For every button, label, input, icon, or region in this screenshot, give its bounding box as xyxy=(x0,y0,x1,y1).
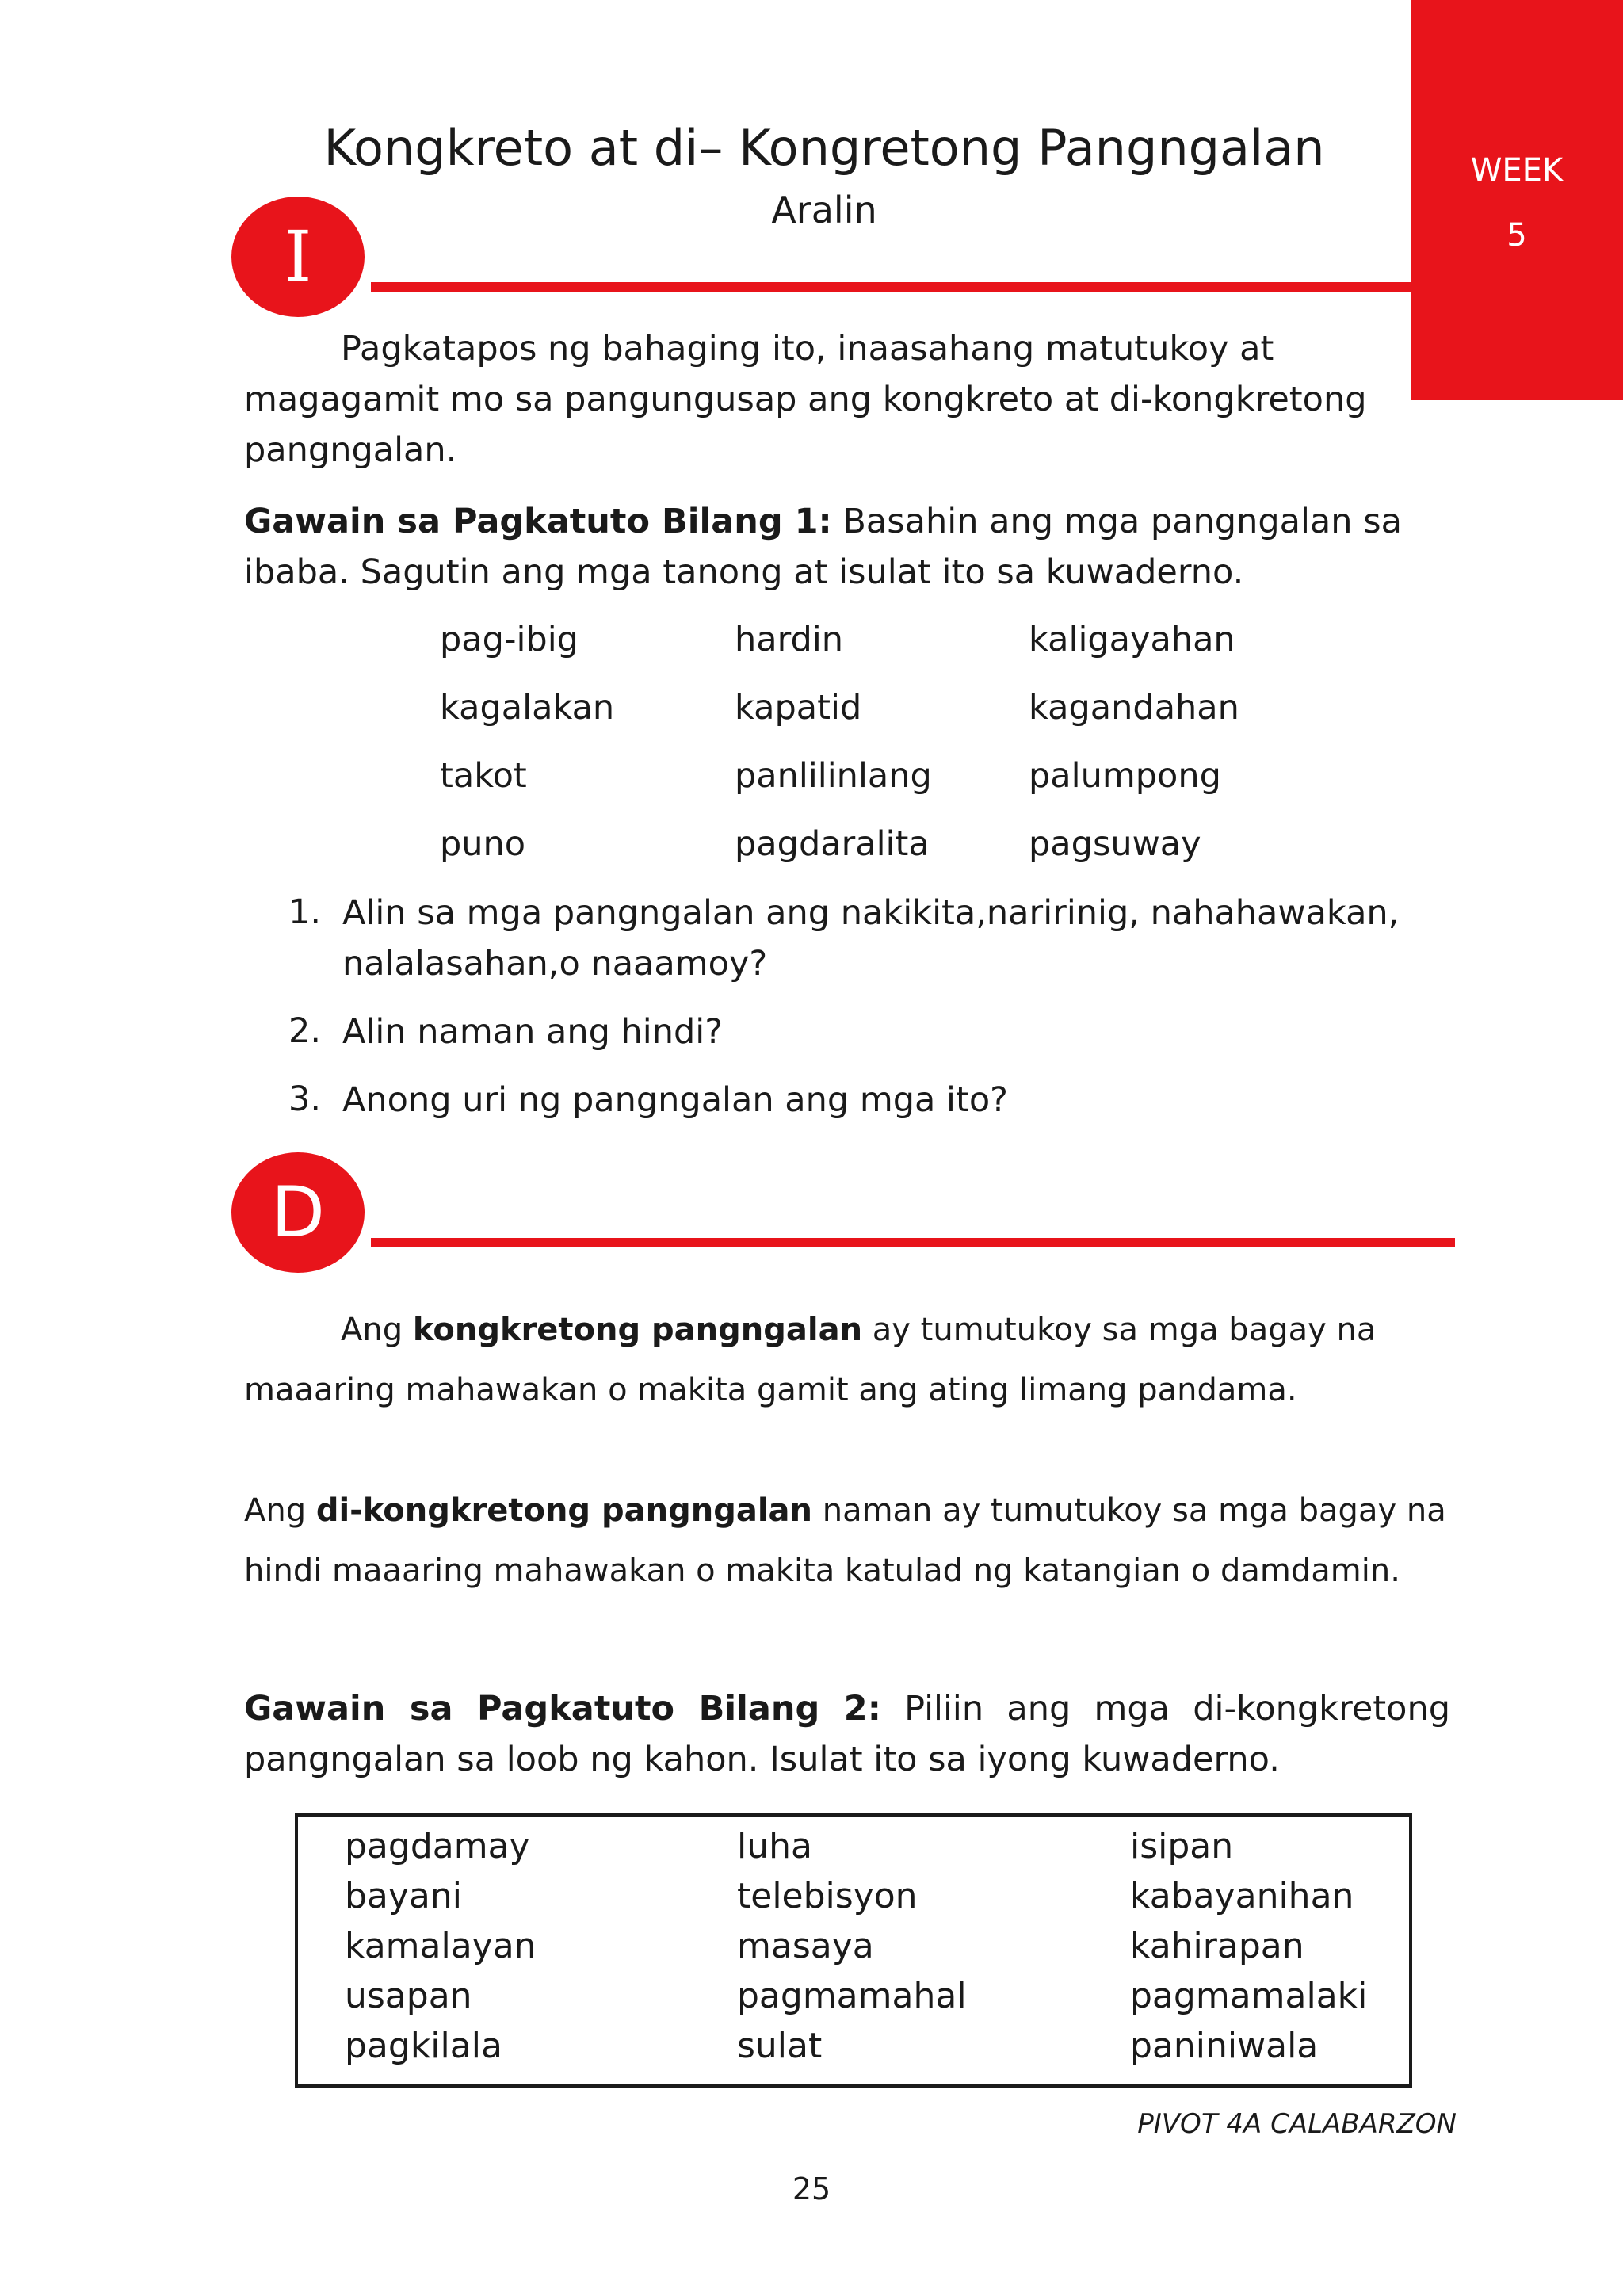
box-word: pagdamay xyxy=(345,1826,530,1866)
page-title: Kongkreto at di– Kongretong Pangngalan xyxy=(323,119,1325,177)
text-run: naman ay tumutukoy sa mga bagay na hindi maaaring mahawakan o makita katulad ng katangian o damdamin. xyxy=(244,1492,1446,1589)
word-item: pag-ibig xyxy=(440,620,579,659)
task1-label: Gawain sa Pagkatuto Bilang 1: xyxy=(244,502,832,541)
word-item: puno xyxy=(440,824,526,864)
page-number: 25 xyxy=(792,2172,831,2206)
box-word: pagmamalaki xyxy=(1130,1976,1368,2016)
word-item: kagandahan xyxy=(1029,688,1239,728)
question-number: 1. xyxy=(288,892,321,932)
word-item: pagsuway xyxy=(1029,824,1201,864)
box-word: bayani xyxy=(345,1876,463,1916)
word-item: pagdaralita xyxy=(735,824,930,864)
week-label: WEEK xyxy=(1470,152,1564,189)
box-word: sulat xyxy=(737,2026,823,2066)
word-item: palumpong xyxy=(1029,756,1221,796)
word-item: takot xyxy=(440,756,527,796)
word-item: kaligayahan xyxy=(1029,620,1235,659)
box-word: pagmamahal xyxy=(737,1976,967,2016)
task2-paragraph xyxy=(244,1683,1450,1785)
question-number: 2. xyxy=(288,1011,321,1051)
text-run: ay tumutukoy sa mga bagay na maaaring mahawakan o makita gamit ang ating limang pandama. xyxy=(244,1312,1377,1408)
box-word: kabayanihan xyxy=(1130,1876,1354,1916)
question-text: Alin sa mga pangngalan ang nakikita,naririnig, nahahawakan, nalalasahan,o naaamoy? xyxy=(342,893,1400,984)
section-d-rule xyxy=(371,1238,1455,1247)
question-number: 3. xyxy=(288,1079,321,1119)
section-d-circle: D xyxy=(231,1152,365,1273)
box-word: luha xyxy=(737,1826,812,1866)
box-word: usapan xyxy=(345,1976,472,2016)
task2-label: Gawain sa Pagkatuto Bilang 2: xyxy=(244,1689,881,1729)
term-concrete: kongkretong pangngalan xyxy=(412,1312,863,1348)
word-item: kapatid xyxy=(735,688,862,728)
week-number: 5 xyxy=(1507,217,1527,254)
task1-paragraph xyxy=(244,496,1480,598)
section-i-rule xyxy=(371,282,1411,292)
task1-text: Basahin ang mga pangngalan sa ibaba. Sagutin ang mga tanong at isulat ito sa kuwaderno. xyxy=(244,502,1402,592)
intro-paragraph: Pagkatapos ng bahaging ito, inaasahang matutukoy at magagamit mo sa pangungusap ang kongkreto at di-kongkretong pangngalan. xyxy=(244,329,1367,470)
section-i-circle: I xyxy=(231,197,365,317)
word-item: hardin xyxy=(735,620,844,659)
box-word: masaya xyxy=(737,1926,874,1966)
box-word: kamalayan xyxy=(345,1926,537,1966)
word-item: kagalakan xyxy=(440,688,615,728)
word-item: panlilinlang xyxy=(735,756,932,796)
text-run: Ang xyxy=(244,1492,316,1529)
box-word: telebisyon xyxy=(737,1876,918,1916)
box-word: pagkilala xyxy=(345,2026,502,2066)
week-badge xyxy=(1411,0,1623,400)
box-word: isipan xyxy=(1130,1826,1234,1866)
page-subtitle: Aralin xyxy=(771,189,877,231)
question-text: Alin naman ang hindi? xyxy=(342,1012,724,1052)
footer-source: PIVOT 4A CALABARZON xyxy=(1137,2108,1457,2140)
box-word: paniniwala xyxy=(1130,2026,1319,2066)
definition-concrete xyxy=(244,1300,1457,1420)
term-abstract: di-kongkretong pangngalan xyxy=(315,1492,812,1529)
question-text: Anong uri ng pangngalan ang mga ito? xyxy=(342,1080,1008,1120)
box-word: kahirapan xyxy=(1130,1926,1304,1966)
text-run: Ang xyxy=(341,1312,413,1348)
definition-abstract xyxy=(244,1480,1457,1601)
task2-text: Piliin ang mga di-kongkretong pangngalan sa loob ng kahon. Isulat ito sa iyong kuwaderno. xyxy=(244,1689,1450,1779)
